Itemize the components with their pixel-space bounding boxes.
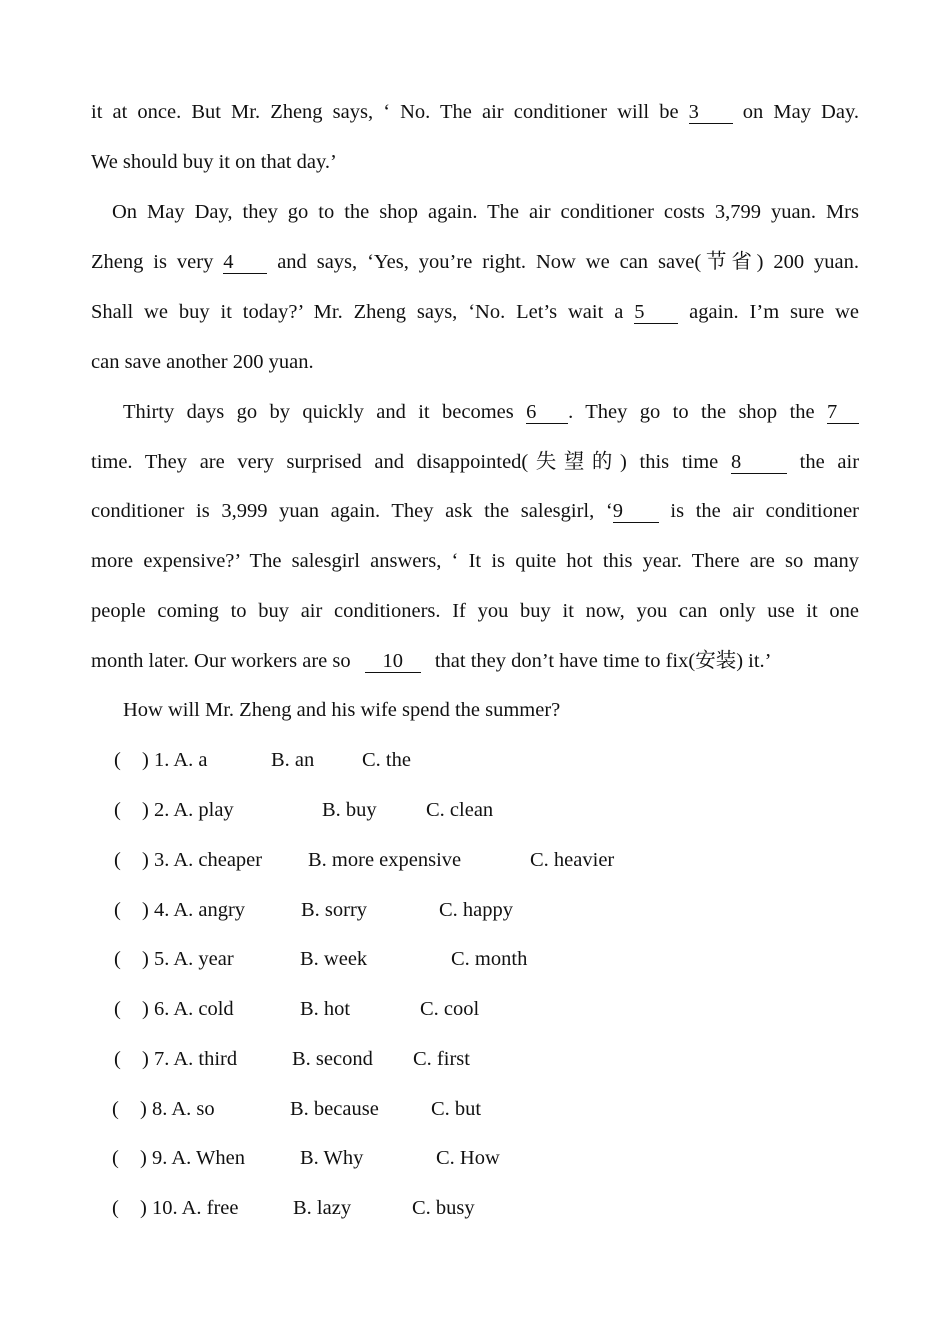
passage-line-6 [91, 349, 859, 375]
passage-line-5 [91, 299, 859, 325]
passage-text: month later. Our workers are so [91, 650, 351, 672]
passage-line-2 [91, 149, 859, 175]
passage-line-10 [91, 548, 859, 574]
option-b: B. an [271, 749, 315, 771]
answer-paren: ( [114, 948, 121, 970]
option-b: B. more expensive [308, 849, 462, 871]
answer-paren: ( [114, 998, 121, 1020]
passage-line-8 [91, 449, 859, 475]
option-a: ) 1. A. a [142, 749, 208, 771]
option-b: B. lazy [293, 1197, 352, 1219]
answer-blank-7: 7 [827, 401, 859, 424]
answer-blank-4: 4 [223, 251, 267, 274]
passage-line-12 [91, 648, 859, 674]
option-c: C. but [431, 1098, 482, 1120]
passage-text: the air [799, 451, 860, 473]
question-text: How will Mr. Zheng and his wife spend the summer? [123, 699, 561, 721]
passage-line-11 [91, 598, 859, 624]
option-a: ) 7. A. third [142, 1048, 238, 1070]
answer-paren: ( [112, 1098, 119, 1120]
passage-text: Zheng is very [91, 251, 214, 273]
answer-blank-9: 9 [613, 500, 659, 523]
option-c: C. cool [420, 998, 480, 1020]
passage-line-9 [91, 498, 859, 524]
passage-text: and says, ‘Yes, you’re right. Now we can save(节省) 200 yuan. [277, 251, 860, 273]
option-b: B. sorry [301, 899, 368, 921]
passage-text: is the air conditioner [670, 500, 860, 522]
passage-text: people coming to buy air conditioners. If you buy it now, you can only use it one [91, 600, 859, 622]
option-c: C. first [413, 1048, 470, 1070]
passage-text: Shall we buy it today?’ Mr. Zheng says, ‘No. Let’s wait a [91, 301, 624, 323]
passage-text: . They go to the shop the [568, 401, 815, 423]
passage-text: time. They are very surprised and disappointed(失望的) this time [91, 451, 719, 473]
passage-text: We should buy it on that day.’ [91, 151, 337, 173]
option-a: ) 5. A. year [142, 948, 234, 970]
option-c: C. clean [426, 799, 494, 821]
answer-paren: ( [114, 799, 121, 821]
option-c: C. happy [439, 899, 514, 921]
option-b: B. Why [300, 1147, 364, 1169]
option-a: ) 4. A. angry [142, 899, 246, 921]
option-a: ) 3. A. cheaper [142, 849, 263, 871]
answer-blank-8: 8 [731, 451, 787, 474]
option-a: ) 2. A. play [142, 799, 234, 821]
option-b: B. hot [300, 998, 351, 1020]
option-c: C. the [362, 749, 411, 771]
passage-text: conditioner is 3,999 yuan again. They ask the salesgirl, ‘ [91, 500, 613, 522]
answer-paren: ( [112, 1197, 119, 1219]
option-c: C. busy [412, 1197, 475, 1219]
answer-blank-3: 3 [689, 101, 733, 124]
answer-blank-10: 10 [365, 650, 421, 673]
passage-text: Thirty days go by quickly and it becomes [123, 401, 514, 423]
option-b: B. week [300, 948, 368, 970]
passage-line-1 [91, 99, 859, 125]
answer-blank-6: 6 [526, 401, 568, 424]
passage-text: can save another 200 yuan. [91, 351, 314, 373]
answer-paren: ( [114, 849, 121, 871]
option-a: ) 9. A. When [140, 1147, 245, 1169]
passage-line-3 [112, 199, 859, 225]
passage-line-4 [91, 249, 859, 275]
passage-text: On May Day, they go to the shop again. The air conditioner costs 3,799 yuan. Mrs [112, 201, 859, 223]
option-a: ) 8. A. so [140, 1098, 215, 1120]
answer-paren: ( [114, 1048, 121, 1070]
option-a: ) 6. A. cold [142, 998, 234, 1020]
answer-paren: ( [114, 899, 121, 921]
option-c: C. heavier [530, 849, 615, 871]
passage-text: more expensive?’ The salesgirl answers, ‘ It is quite hot this year. There are so many [91, 550, 859, 572]
answer-paren: ( [114, 749, 121, 771]
passage-text: again. I’m sure we [689, 301, 860, 323]
option-b: B. second [292, 1048, 373, 1070]
answer-blank-5: 5 [634, 301, 678, 324]
passage-text: on May Day. [742, 101, 859, 123]
passage-line-7 [123, 399, 859, 425]
passage-question [123, 697, 859, 723]
option-c: C. month [451, 948, 528, 970]
option-b: B. because [290, 1098, 379, 1120]
answer-paren: ( [112, 1147, 119, 1169]
passage-text: that they don’t have time to fix(安装) it.’ [434, 650, 772, 672]
passage-text: it at once. But Mr. Zheng says, ‘ No. The air conditioner will be [91, 101, 679, 123]
option-a: ) 10. A. free [140, 1197, 239, 1219]
option-c: C. How [436, 1147, 500, 1169]
option-b: B. buy [322, 799, 377, 821]
